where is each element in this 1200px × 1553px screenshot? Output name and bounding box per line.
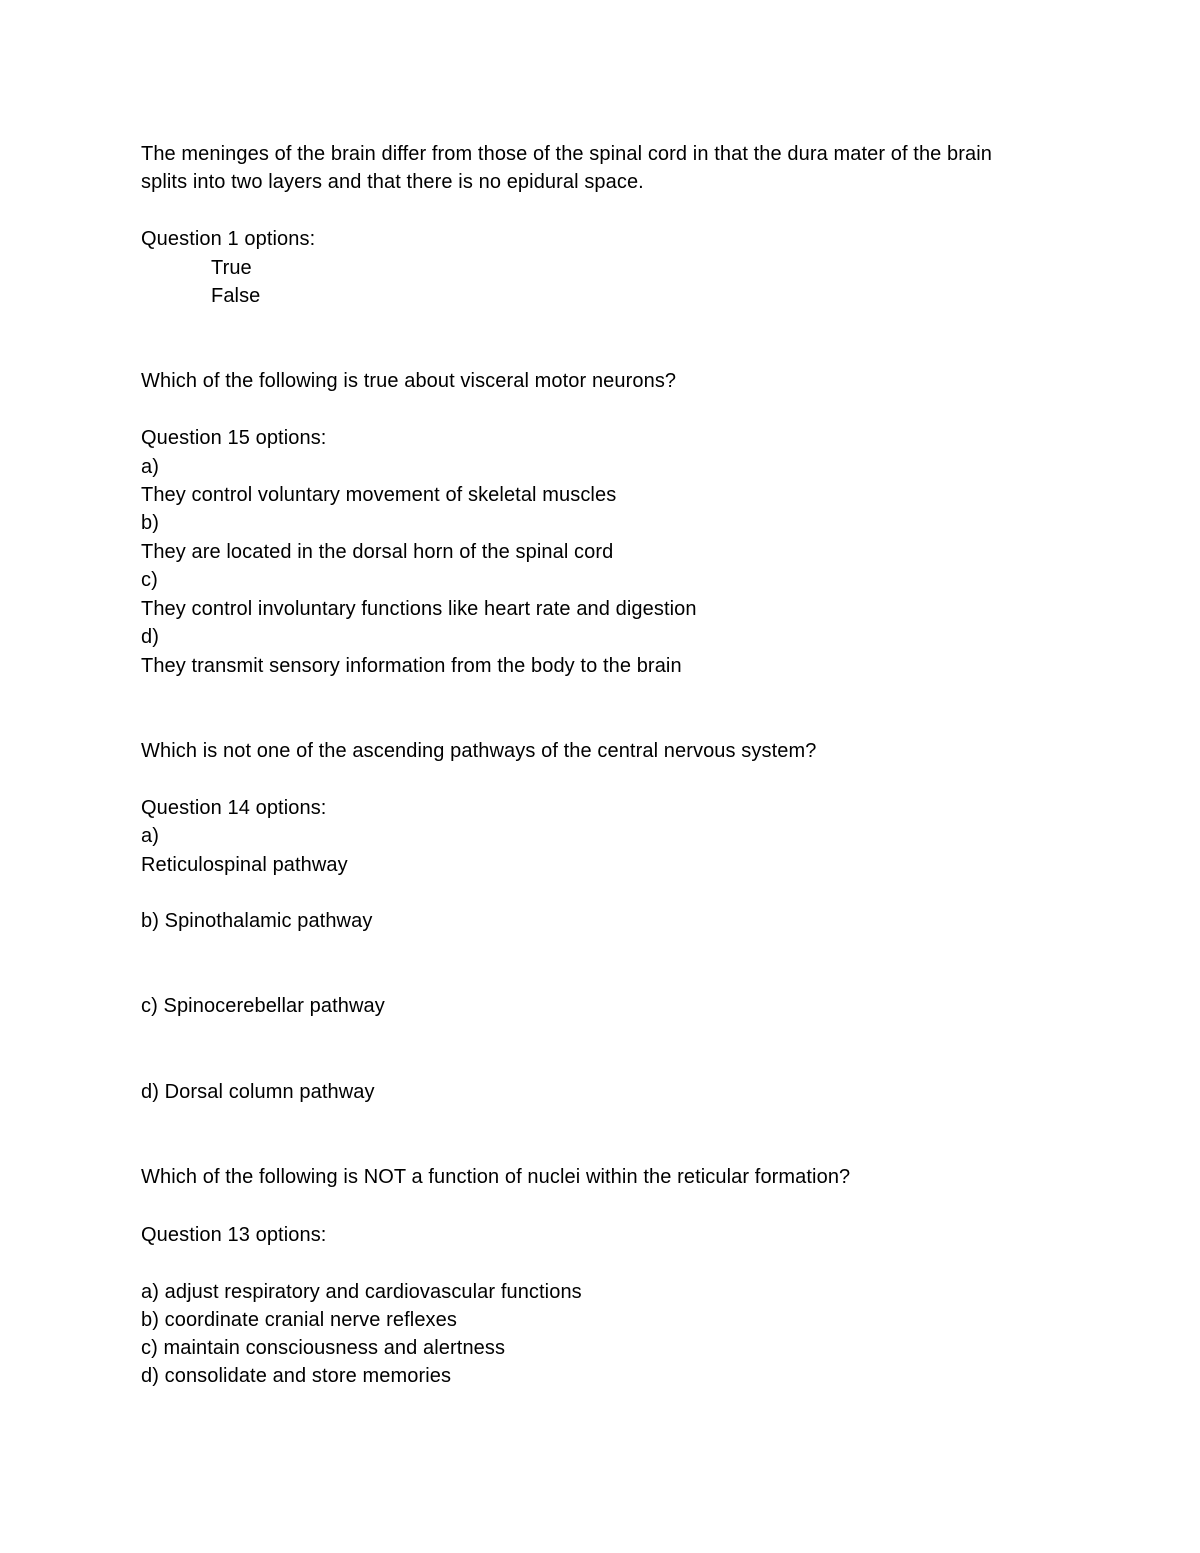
q14-option-b: b) Spinothalamic pathway xyxy=(141,910,373,932)
q13-option-a: a) adjust respiratory and cardiovascular functions xyxy=(141,1281,582,1303)
q14-option-d: d) Dorsal column pathway xyxy=(141,1081,375,1103)
q13-option-b: b) coordinate cranial nerve reflexes xyxy=(141,1309,457,1331)
q13-options-label: Question 13 options: xyxy=(141,1224,327,1246)
q15-option-b-letter: b) xyxy=(141,512,159,534)
q15-options-label: Question 15 options: xyxy=(141,427,327,449)
q14-option-a-text: Reticulospinal pathway xyxy=(141,854,348,876)
q15-option-a-letter: a) xyxy=(141,456,159,478)
q1-option-false: False xyxy=(211,285,261,307)
q13-option-d: d) consolidate and store memories xyxy=(141,1365,452,1387)
q1-stem-line-1: The meninges of the brain differ from those of the spinal cord in that the dura mater of the brain xyxy=(141,143,993,165)
q15-stem: Which of the following is true about visceral motor neurons? xyxy=(141,370,677,392)
q15-option-a-text: They control voluntary movement of skeletal muscles xyxy=(141,484,617,506)
q14-option-a-letter: a) xyxy=(141,825,159,847)
q1-option-true: True xyxy=(211,257,252,279)
q15-option-d-letter: d) xyxy=(141,626,159,648)
q15-option-c-letter: c) xyxy=(141,569,158,591)
q14-option-c: c) Spinocerebellar pathway xyxy=(141,995,385,1017)
q1-options-label: Question 1 options: xyxy=(141,228,316,250)
q15-option-c-text: They control involuntary functions like heart rate and digestion xyxy=(141,598,697,620)
q15-option-b-text: They are located in the dorsal horn of the spinal cord xyxy=(141,541,614,563)
q13-stem: Which of the following is NOT a function of nuclei within the reticular formation? xyxy=(141,1166,851,1188)
q15-option-d-text: They transmit sensory information from the body to the brain xyxy=(141,655,682,677)
q1-stem-line-2: splits into two layers and that there is no epidural space. xyxy=(141,171,644,193)
q13-option-c: c) maintain consciousness and alertness xyxy=(141,1337,506,1359)
q14-options-label: Question 14 options: xyxy=(141,797,327,819)
q14-stem: Which is not one of the ascending pathways of the central nervous system? xyxy=(141,740,817,762)
